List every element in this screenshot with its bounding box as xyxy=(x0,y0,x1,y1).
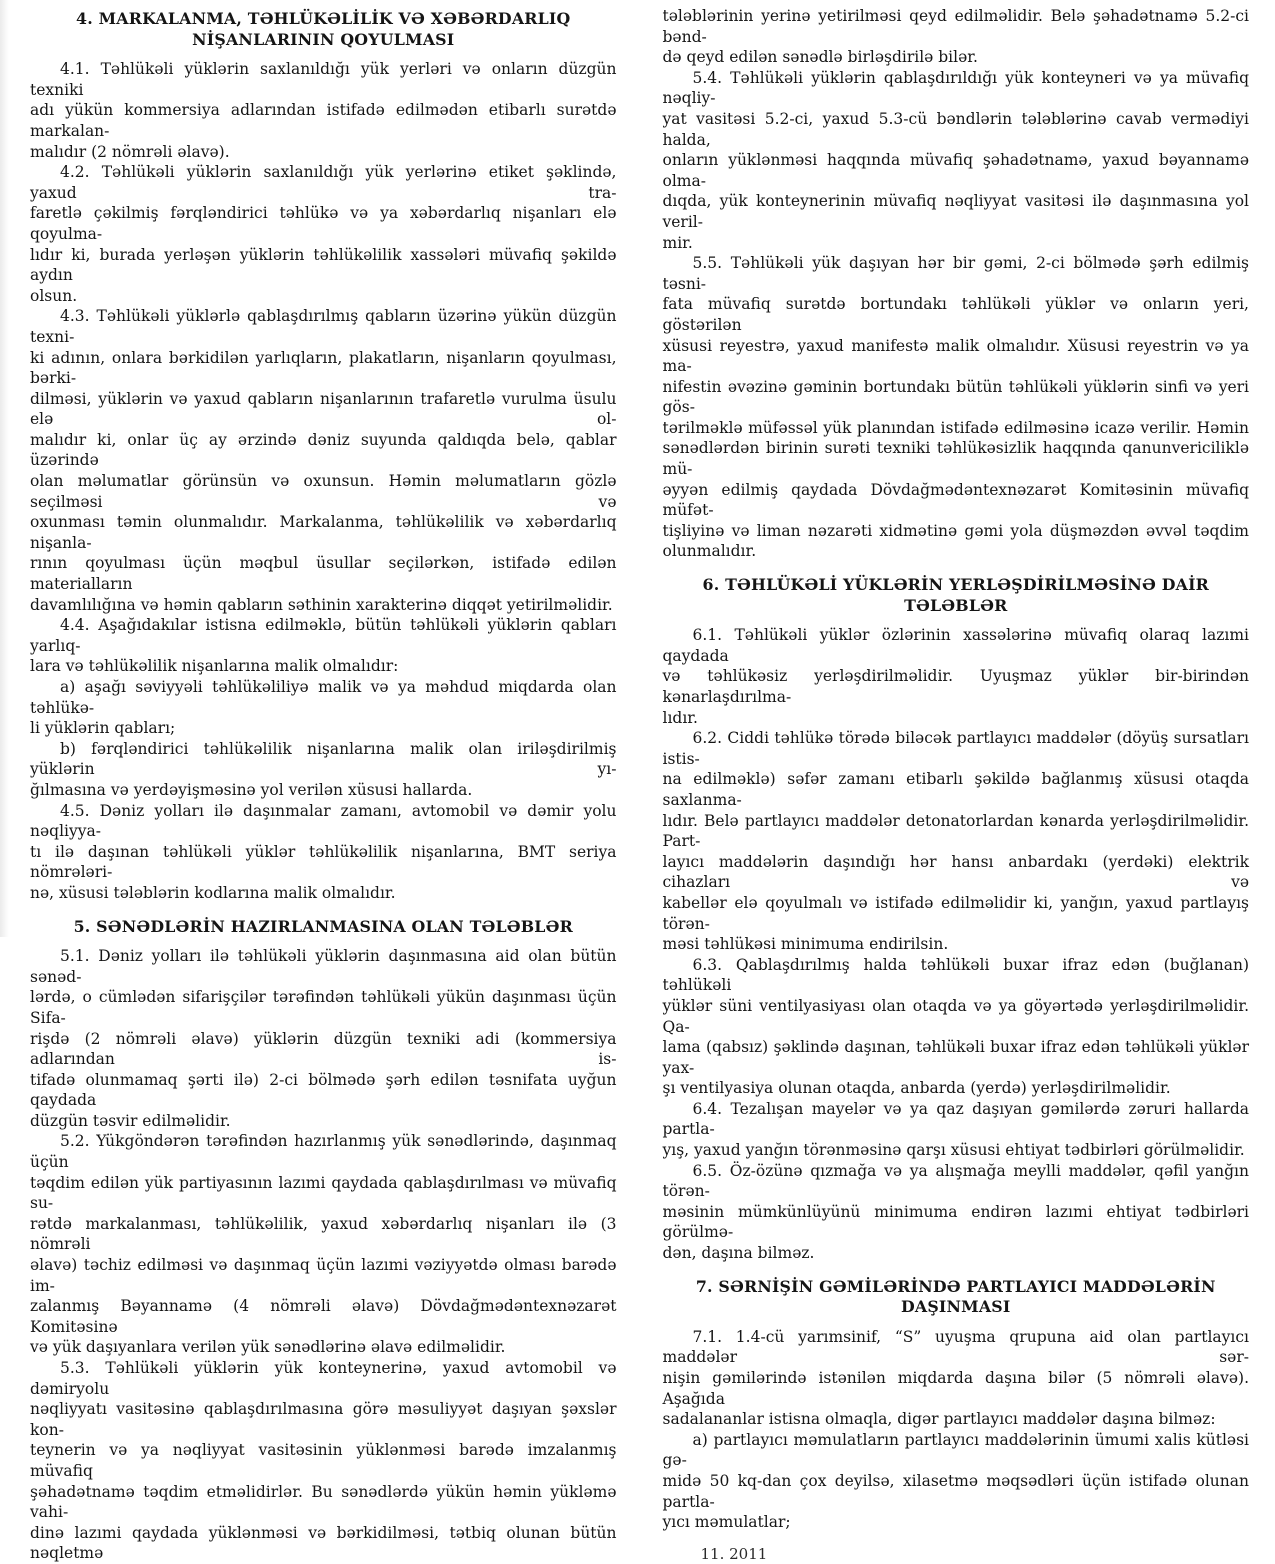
text-line: yat vasitəsi 5.2-ci, yaxud 5.3-cü bəndlərin tələblərinə cavab vermədiyi halda, xyxy=(662,109,1249,149)
text-line: şı ventilyasiya olunan otaqda, anbarda (yerdə) yerləşdirilməlidir. xyxy=(662,1079,1171,1098)
text-line: onların yüklənməsi haqqında müvafiq şəhadətnamə, yaxud bəyannamə olma- xyxy=(662,151,1249,190)
text-line: 7.1. 1.4-cü yarımsinif, “S” uyuşma qrupuna aid olan partlayıcı maddələr sər- xyxy=(662,1327,1249,1367)
text-line: sadalananlar istisna olmaqla, digər partlayıcı maddələr daşına bilməz: xyxy=(662,1410,1216,1429)
paragraph-4-1 xyxy=(30,59,617,162)
text-line: faretlə çəkilmiş fərqləndirici təhlükə və ya xəbərdarlıq nişanları elə qoyulma- xyxy=(30,204,617,243)
text-line: lıdır ki, burada yerləşən yüklərin təhlükəlilik xassələri müvafiq şəkildə aydın xyxy=(30,245,617,285)
text-line: əlavə) təchiz edilməsi və daşınmaq üçün lazımi vəziyyətdə olması barədə im- xyxy=(30,1256,617,1295)
paragraph-5-3-continuation xyxy=(663,6,1250,68)
text-line: nifestin əvəzinə gəminin bortundakı bütün təhlükəli yüklərin sinfi və yeri gös- xyxy=(662,377,1249,417)
text-line: tələblərinin yerinə yetirilməsi qeyd edilməlidir. Belə şəhadətnamə 5.2-ci bənd- xyxy=(662,7,1249,46)
text-line: dən, daşına bilməz. xyxy=(662,1244,815,1263)
text-line: dilməsi, yüklərin və yaxud qabların nişanlarının trafaretlə vurulma üsulu elə ol- xyxy=(30,389,617,429)
text-line: təqdim edilən yük partiyasının lazımi qaydada qablaşdırılması və müvafiq su- xyxy=(30,1173,617,1213)
text-line: olsun. xyxy=(30,286,78,305)
text-line: əyyən edilmiş qaydada Dövdağmədəntexnəzarət Komitəsinin müvafiq müfət- xyxy=(662,480,1249,520)
heading-line: 5. SƏNƏDLƏRİN HAZIRLANMASINA OLAN TƏLƏBLƏR xyxy=(73,916,573,936)
text-line: malıdır ki, onlar üç ay ərzində dəniz suyunda qaldıqda belə, qablar üzərində xyxy=(30,430,617,470)
paragraph-5-1 xyxy=(30,946,617,1131)
text-line: tı ilə daşınan təhlükəli yüklər təhlükəlilik nişanlarına, BMT seriya nömrələri- xyxy=(30,842,617,882)
paragraph-5-2 xyxy=(30,1131,617,1358)
text-line: b) fərqləndirici təhlükəlilik nişanlarına malik olan iriləşdirilmiş yüklərin yı- xyxy=(30,739,617,779)
text-line: fata müvafiq surətdə bortundakı təhlükəli yüklər və onların yeri, göstərilən xyxy=(662,295,1249,334)
paragraph-4-3 xyxy=(30,306,617,615)
text-line: mir. xyxy=(662,233,693,252)
paragraph-4-4 xyxy=(30,615,617,677)
text-line: və yük daşıyanlara verilən yük sənədlərinə əlavə edilməlidir. xyxy=(30,1338,506,1357)
list-item-4-4-b xyxy=(30,739,617,801)
text-line: midə 50 kq-dan çox deyilsə, xilasetmə məqsədləri üçün istifadə olunan partla- xyxy=(662,1471,1249,1511)
heading-line: 6. TƏHLÜKƏLİ YÜKLƏRİN YERLƏŞDİRİLMƏSİNƏ DAİR TƏLƏBLƏR xyxy=(702,575,1209,615)
text-line: malıdır (2 nömrəli əlavə). xyxy=(30,142,230,161)
text-line: a) aşağı səviyyəli təhlükəliliyə malik və ya məhdud miqdarda olan təhlükə- xyxy=(30,678,617,717)
text-line: na edilməklə) səfər zamanı etibarlı şəkildə bağlanmış xüsusi otaqda saxlanma- xyxy=(662,770,1249,809)
text-line: 4.4. Aşağıdakılar istisna edilməklə, bütün təhlükəli yüklərin qabları yarlıq- xyxy=(30,616,617,655)
section-heading-4 xyxy=(30,9,617,50)
text-line: 5.4. Təhlükəli yüklərin qablaşdırıldığı yük konteyneri və ya müvafiq nəqliy- xyxy=(662,68,1249,108)
text-line: kabellər elə qoyulmalı və istifadə edilməlidir ki, yanğın, yaxud partlayış törən- xyxy=(662,893,1249,933)
text-line: tərilməklə müfəssəl yük planından istifadə edilməsinə icazə verilir. Həmin xyxy=(662,418,1249,437)
text-line: lara və təhlükəlilik nişanlarına malik olmalıdır: xyxy=(30,657,399,676)
text-line: teynerin və ya nəqliyyat vasitəsinin yüklənməsi barədə imzalanmış müvafiq xyxy=(30,1441,617,1480)
text-line: 5.3. Təhlükəli yüklərin yük konteynerinə, yaxud avtomobil və dəmiryolu xyxy=(30,1359,617,1398)
left-column xyxy=(30,6,617,1564)
text-line: olunmalıdır. xyxy=(662,542,757,561)
paragraph-6-4 xyxy=(663,1099,1250,1161)
text-line: 4.2. Təhlükəli yüklərin saxlanıldığı yük yerlərinə etiket şəklində, yaxud tra- xyxy=(30,163,617,202)
paragraph-5-4 xyxy=(663,68,1250,253)
text-line: xüsusi reyestrə, yaxud manifestə malik olmalıdır. Xüsusi reyestrin və ya ma- xyxy=(662,336,1249,376)
text-line: 5.2. Yükgöndərən tərəfindən hazırlanmış yük sənədlərində, daşınmaq üçün xyxy=(30,1132,617,1172)
heading-line: 7. SƏRNİŞİN GƏMİLƏRİNDƏ PARTLAYICI MADDƏLƏRİN DAŞINMASI xyxy=(695,1276,1216,1317)
paragraph-4-5 xyxy=(30,801,617,904)
text-line: 6.2. Ciddi təhlükə törədə biləcək partlayıcı maddələr (döyüş sursatları istis- xyxy=(662,729,1249,768)
text-line: li yüklərin qabları; xyxy=(30,719,176,738)
text-line: lərdə, o cümlədən sifarişçilər tərəfindən təhlükəli yükün daşınması üçün Sifa- xyxy=(30,988,617,1027)
paragraph-5-3 xyxy=(30,1358,617,1564)
text-line: yüklər süni ventilyasiyası olan otaqda və ya göyərtədə yerləşdirilməlidir. Qa- xyxy=(662,996,1249,1036)
section-heading-7 xyxy=(663,1277,1250,1318)
text-line: lama (qabsız) şəklində daşınan, təhlükəli buxar ifraz edən təhlükəli yüklər yax- xyxy=(662,1038,1249,1077)
text-line: rişdə (2 nömrəli əlavə) yüklərin düzgün texniki adi (kommersiya adlarından is- xyxy=(30,1029,617,1069)
text-line: sənədlərdən birinin surəti texniki təhlükəsizlik haqqında qanunvericiliklə mü- xyxy=(662,439,1249,479)
heading-line: 4. MARKALANMA, TƏHLÜKƏLİLİK VƏ XƏBƏRDARLIQ xyxy=(76,9,571,28)
text-line: tifadə olunmamaq şərti ilə) 2-ci bölmədə şərh edilən təsnifata uyğun qaydada xyxy=(30,1070,617,1110)
text-line: olan məlumatlar görünsün və oxunsun. Həmin məlumatların gözlə seçilməsi və xyxy=(30,472,617,511)
heading-line: NİŞANLARININ QOYULMASI xyxy=(192,29,455,49)
text-line: dinə lazımi qaydada yüklənməsi və bərkidilməsi, tətbiq olunan bütün nəqletmə xyxy=(30,1523,617,1563)
text-line: tişliyinə və liman nəzarəti xidmətinə gəmi yola düşməzdən əvvəl təqdim xyxy=(662,521,1249,540)
text-line: düzgün təsvir edilməlidir. xyxy=(30,1111,231,1130)
text-line: yıcı məmulatlar; xyxy=(662,1513,791,1532)
text-line: rətdə markalanması, təhlükəlilik, yaxud xəbərdarlıq nişanları ilə (3 nömrəli xyxy=(30,1214,617,1254)
paragraph-6-5 xyxy=(663,1161,1250,1264)
text-line: də qeyd edilən sənədlə birləşdirilə bilər. xyxy=(662,48,978,67)
list-item-7-1-a xyxy=(663,1430,1250,1533)
text-line: 6.4. Tezalışan mayelər və ya qaz daşıyan gəmilərdə zəruri hallarda partla- xyxy=(662,1099,1249,1139)
text-line: oxunması təmin olunmalıdır. Markalanma, təhlükəlilik və xəbərdarlıq nişanla- xyxy=(30,513,617,552)
text-line: 5.1. Dəniz yolları ilə təhlükəli yüklərin daşınmasına aid olan bütün sənəd- xyxy=(30,947,617,986)
text-line: nə, xüsusi tələblərin kodlarına malik olmalıdır. xyxy=(30,883,396,902)
paragraph-4-2 xyxy=(30,162,617,306)
text-line: rının qoyulması üçün məqbul üsullar seçilərkən, istifadə edilən materialların xyxy=(30,554,617,594)
text-line: davamlılığına və həmin qabların səthinin xarakterinə diqqət yetirilməlidir. xyxy=(30,595,613,614)
text-line: dıqda, yük konteynerinin müvafiq nəqliyyat vasitəsi ilə daşınmasına yol veril- xyxy=(662,192,1249,231)
text-line: layıcı maddələrin daşındığı hər hansı anbardakı (yerdəki) elektrik cihazları və xyxy=(662,852,1249,892)
text-line: yış, yaxud yanğın törənməsinə qarşı xüsusi ehtiyat tədbirləri görülməlidir. xyxy=(662,1141,1245,1160)
paragraph-6-1 xyxy=(663,625,1250,728)
section-heading-6 xyxy=(663,575,1250,616)
text-line: 5.5. Təhlükəli yük daşıyan hər bir gəmi, 2-ci bölmədə şərh edilmiş təsni- xyxy=(662,254,1249,293)
text-line: ki adının, onlara bərkidilən yarlıqların, plakatların, nişanların qoyulması, bərki- xyxy=(30,348,617,388)
paragraph-5-5 xyxy=(663,253,1250,562)
list-item-4-4-a xyxy=(30,677,617,739)
text-line: məsi təhlükəsi minimuma endirilsin. xyxy=(662,935,949,954)
section-heading-5 xyxy=(30,917,617,938)
text-line: a) partlayıcı məmulatların partlayıcı maddələrinin ümumi xalis kütləsi gə- xyxy=(662,1430,1249,1470)
text-line: 4.1. Təhlükəli yüklərin saxlanıldığı yük yerləri və onların düzgün texniki xyxy=(30,60,617,99)
text-line: 6.1. Təhlükəli yüklər özlərinin xassələrinə müvafiq olaraq lazımi qaydada xyxy=(662,626,1249,665)
text-line: nəqliyyatı vasitəsinə qablaşdırılmasına görə məsuliyyət daşıyan şəxslər kon- xyxy=(30,1400,617,1439)
text-line: 6.5. Öz-özünə qızmağa və ya alışmağa meylli maddələr, qəfil yanğın törən- xyxy=(662,1161,1249,1201)
text-line: məsinin mümkünlüyünü minimuma endirən lazımi ehtiyat tədbirləri görülmə- xyxy=(662,1202,1249,1242)
cutoff-text-fragment: 11. 2011 xyxy=(700,1544,768,1563)
text-line: 6.3. Qablaşdırılmış halda təhlükəli buxar ifraz edən (buğlanan) təhlükəli xyxy=(662,955,1249,995)
paragraph-7-1 xyxy=(663,1327,1250,1430)
paragraph-6-2 xyxy=(663,728,1250,955)
text-line: lıdır. Belə partlayıcı maddələr detonatorlardan kənarda yerləşdirilməlidir. Part- xyxy=(662,811,1249,851)
paragraph-6-3 xyxy=(663,955,1250,1099)
text-line: nişin gəmilərində istənilən miqdarda daşına bilər (5 nömrəli əlavə). Aşağıda xyxy=(662,1369,1249,1408)
text-line: 4.5. Dəniz yolları ilə daşınmalar zamanı, avtomobil və dəmir yolu nəqliyya- xyxy=(30,801,617,841)
text-line: zalanmış Bəyannamə (4 nömrəli əlavə) Dövdağmədəntexnəzarət Komitəsinə xyxy=(30,1297,617,1336)
text-line: və təhlükəsiz yerləşdirilməlidir. Uyuşmaz yüklər bir-birindən kənarlaşdırılma- xyxy=(662,667,1249,706)
text-line: ğılmasına və yerdəyişməsinə yol verilən xüsusi hallarda. xyxy=(30,780,473,799)
right-column xyxy=(663,6,1250,1564)
text-line: 4.3. Təhlükəli yüklərlə qablaşdırılmış qabların üzərinə yükün düzgün texni- xyxy=(30,307,617,346)
text-line: lıdır. xyxy=(662,708,698,727)
text-line: adı yükün kommersiya adlarından istifadə edilmədən etibarlı surətdə markalan- xyxy=(30,101,617,140)
text-line: şəhadətnamə təqdim etməlidirlər. Bu sənədlərdə yükün həmin yükləmə vahi- xyxy=(30,1482,617,1522)
